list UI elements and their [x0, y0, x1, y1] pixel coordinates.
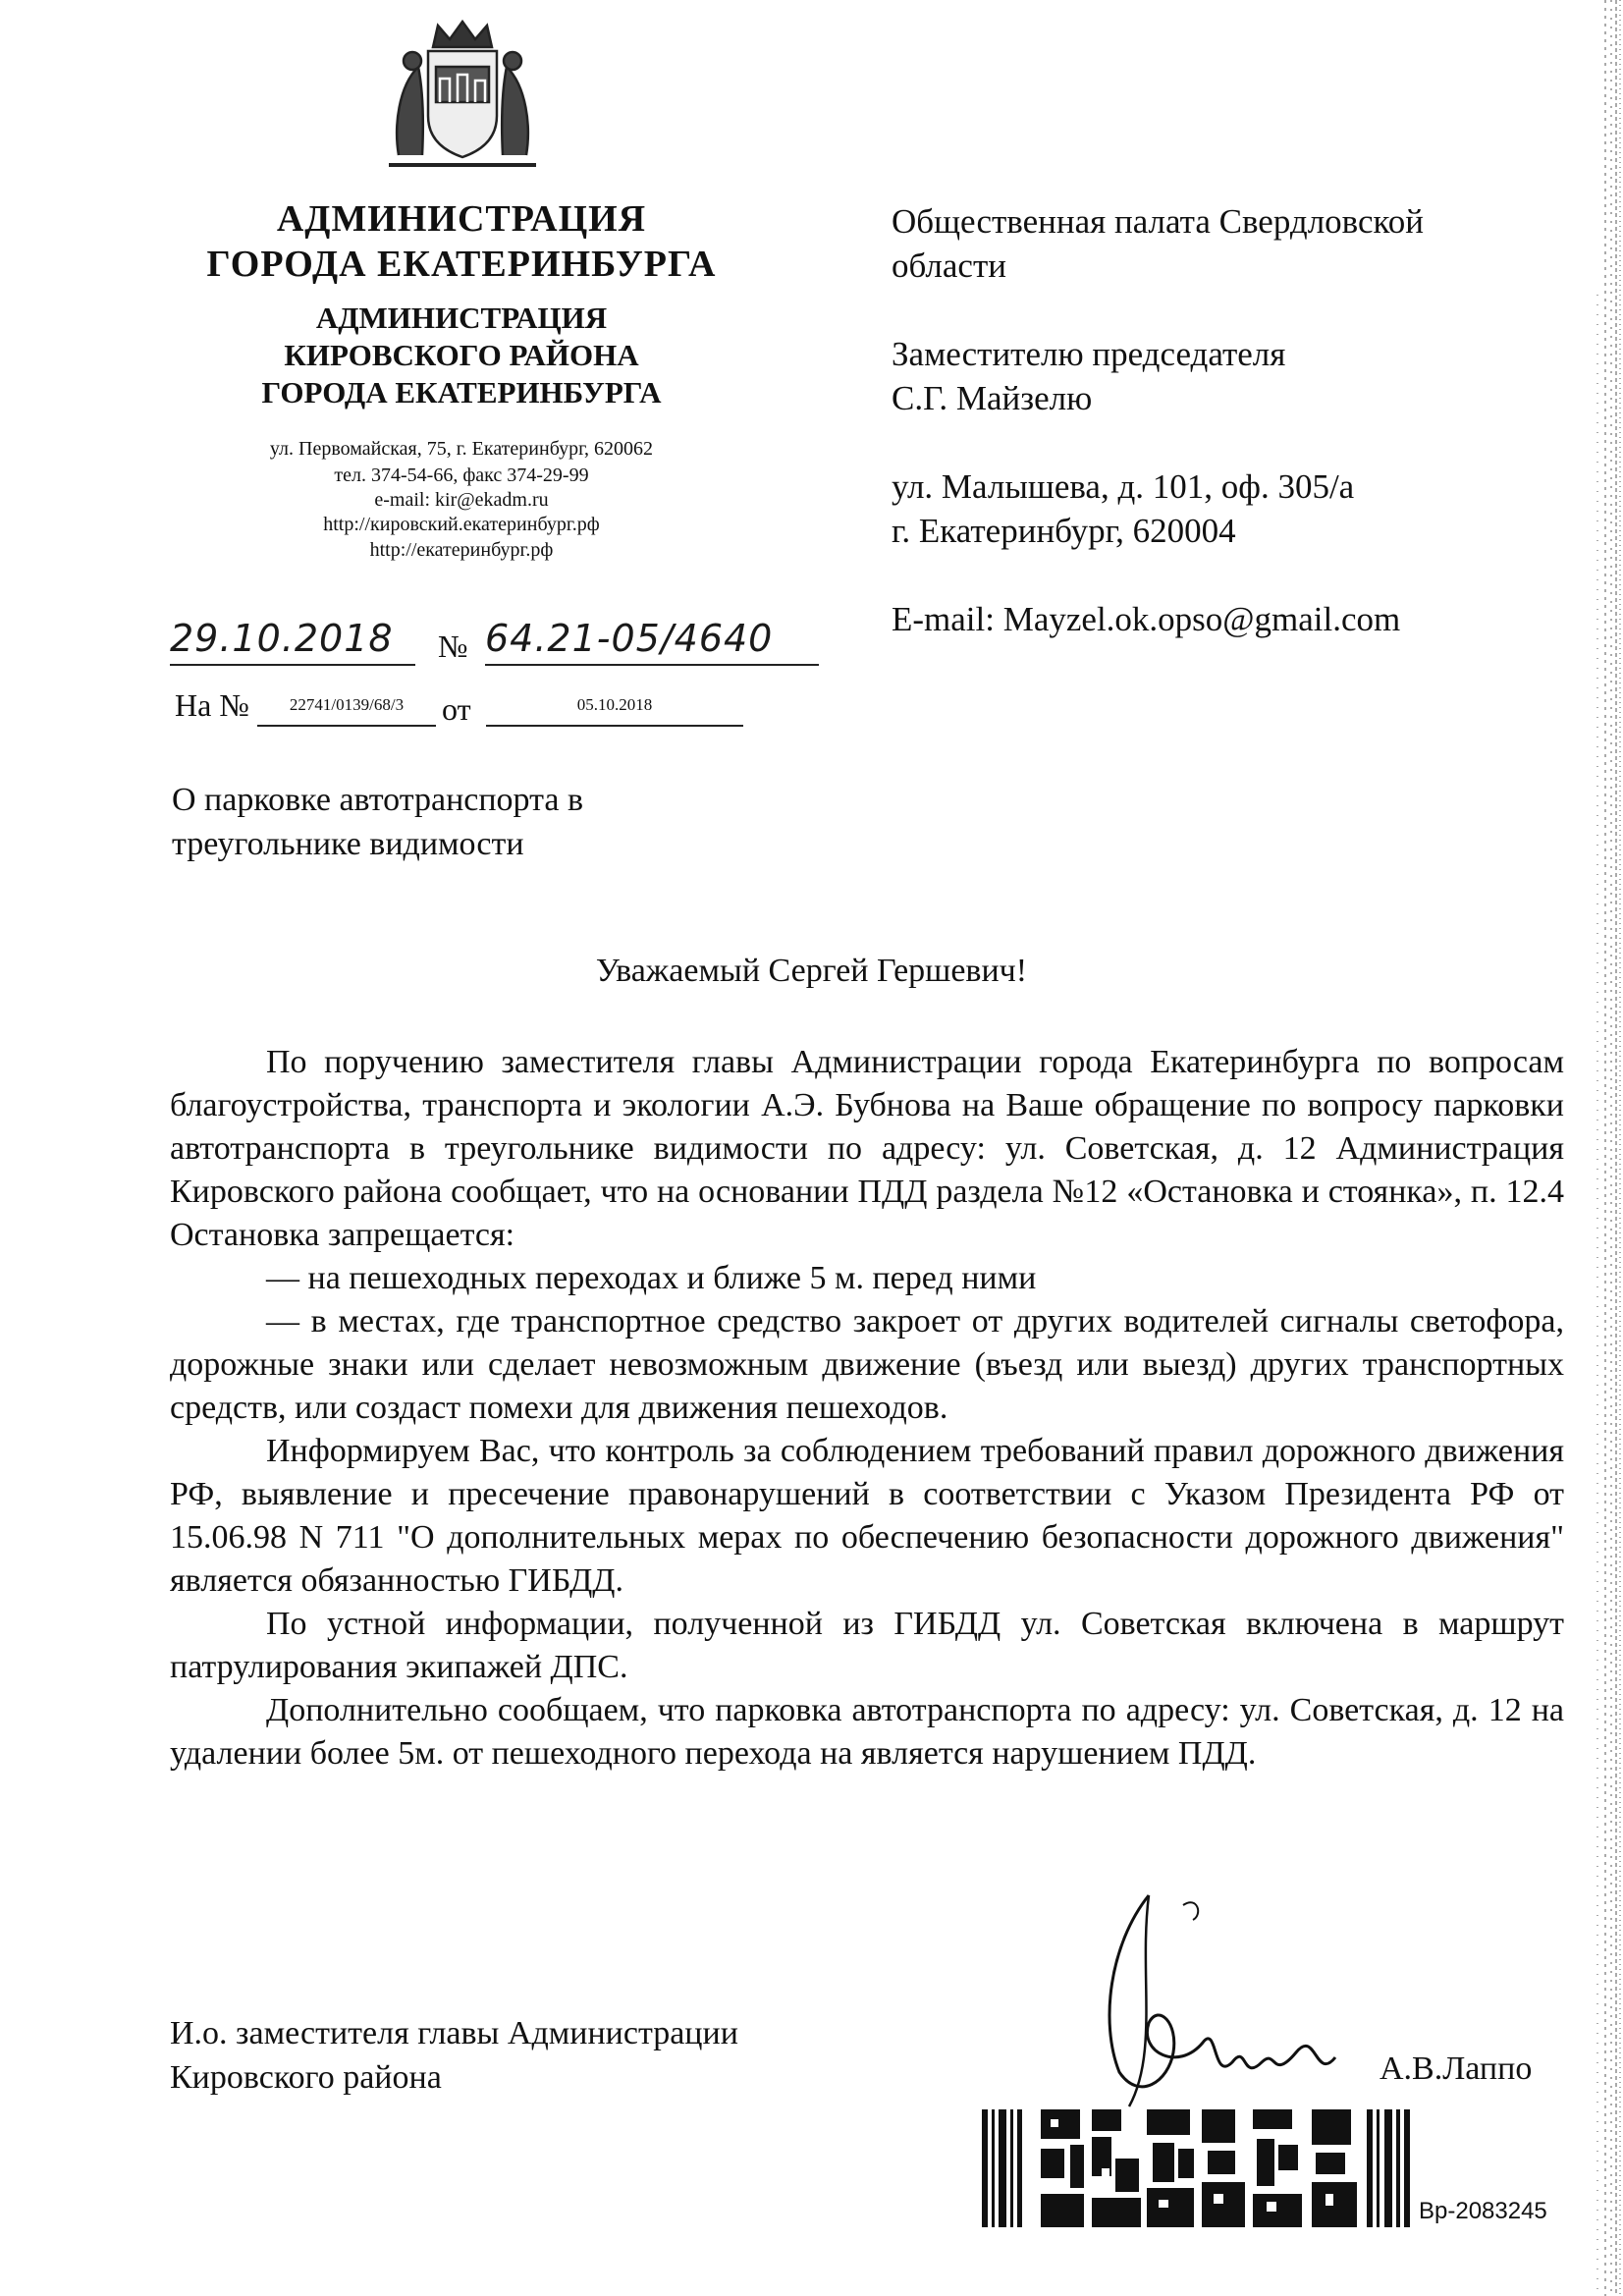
body-paragraph-5: По устной информации, полученной из ГИБДД ул. Советская включена в маршрут патрулирования экипажей ДПС. [170, 1606, 1564, 1685]
org-name-line1: АДМИНИСТРАЦИЯ [276, 198, 647, 240]
addressee-line4: С.Г. Майзелю [892, 379, 1093, 417]
org-name-line2: ГОРОДА ЕКАТЕРИНБУРГА [206, 244, 717, 285]
reg-date-field [170, 617, 415, 666]
addressee-line5: ул. Малышева, д. 101, оф. 305/а [892, 467, 1355, 506]
registration-code: Вр-2083245 [1419, 2198, 1547, 2224]
coat-of-arms-icon [379, 18, 546, 175]
greeting: Уважаемый Сергей Гершевич! [595, 953, 1028, 989]
subject-line1: О парковке автотранспорта в [172, 782, 584, 818]
addressee-line1: Общественная палата Свердловской [892, 202, 1424, 241]
reg-date: 29.10.2018 [170, 617, 394, 660]
addressee-email: E-mail: Mayzel.ok.opso@gmail.com [892, 600, 1401, 638]
reg-number: 64.21-05/4640 [485, 617, 774, 660]
in-reply-number: 22741/0139/68/3 [257, 695, 436, 727]
handwritten-signature [1001, 1886, 1394, 2111]
reg-number-sign: № [438, 629, 468, 664]
sender-phone: тел. 374-54-66, факс 374-29-99 [334, 465, 589, 486]
body-paragraph-3: — в местах, где транспортное средство закроет от других водителей сигналы светофора, дорожные знаки или сделает невозможным движение (въезд или выезд) других транспортных средств, или создаст помехи для движения пешеходов. [170, 1303, 1564, 1426]
sender-site1: http://кировский.екатеринбург.рф [323, 514, 600, 535]
signer-title-line2: Кировского района [170, 2059, 442, 2096]
barcode-icon [982, 2109, 1414, 2227]
body-paragraph-6: Дополнительно сообщаем, что парковка автотранспорта по адресу: ул. Советская, д. 12 на удалении более 5м. от пешеходного перехода на является нарушением ПДД. [170, 1692, 1564, 1772]
sender-site2: http://екатеринбург.рф [369, 539, 554, 561]
dept-name-line2: КИРОВСКОГО РАЙОНА [284, 338, 639, 372]
reg-number-field [485, 617, 819, 666]
in-reply-label: На № [175, 687, 249, 723]
scan-edge-noise [1546, 0, 1623, 2296]
in-reply-date: 05.10.2018 [486, 695, 743, 727]
sender-address: ул. Первомайская, 75, г. Екатеринбург, 620062 [269, 438, 654, 460]
body-paragraph-1: По поручению заместителя главы Администрации города Екатеринбурга по вопросам благоустройства, транспорта и экологии А.Э. Бубнова на Ваше обращение по вопросу парковки автотранспорта в треугольнике видимости по адресу: ул. Советская, д. 12 Администрация Кировского района сообщает, что на основании ПДД раздела №12 «Остановка и стоянка», п. 12.4 Остановка запрещается: [170, 1044, 1564, 1253]
addressee-line6: г. Екатеринбург, 620004 [892, 512, 1236, 550]
from-label: от [442, 691, 471, 727]
addressee-line2: области [892, 246, 1006, 285]
signer-name: А.В.Лаппо [1380, 2050, 1533, 2087]
body-paragraph-2: — на пешеходных переходах и ближе 5 м. перед ними [266, 1260, 1037, 1296]
dept-name-line1: АДМИНИСТРАЦИЯ [315, 301, 608, 335]
letter-body [170, 1041, 1564, 1776]
subject-line2: треугольнике видимости [172, 826, 524, 862]
addressee-line3: Заместителю председателя [892, 335, 1286, 373]
dept-name-line3: ГОРОДА ЕКАТЕРИНБУРГА [261, 375, 662, 410]
sender-email: e-mail: kir@ekadm.ru [374, 489, 549, 511]
body-paragraph-4: Информируем Вас, что контроль за соблюдением требований правил дорожного движения РФ, выявление и пресечение правонарушений в соответствии с Указом Президента РФ от 15.06.98 N 711 "О дополнительных мерах по обеспечению безопасности дорожного движения" является обязанностью ГИБДД. [170, 1433, 1564, 1599]
signer-title-line1: И.о. заместителя главы Администрации [170, 2015, 738, 2051]
